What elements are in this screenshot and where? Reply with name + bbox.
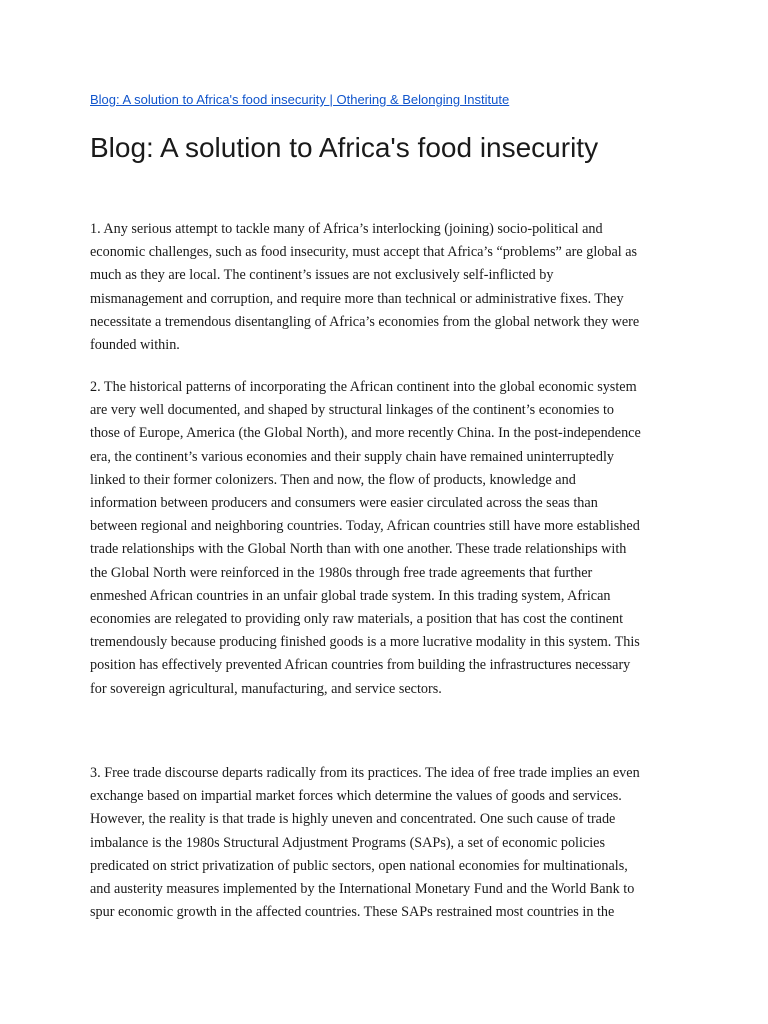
paragraph-line: and austerity measures implemented by the International Monetary Fund and the World Bank to — [90, 881, 635, 898]
paragraph-3 — [90, 762, 690, 924]
paragraph-line: much as they are local. The continent’s issues are not exclusively self-inflicted by — [90, 267, 554, 284]
paragraph-line: imbalance is the 1980s Structural Adjustment Programs (SAPs), a set of economic policies — [90, 834, 605, 851]
paragraph-line: 1. Any serious attempt to tackle many of Africa’s interlocking (joining) socio-political and — [90, 221, 603, 237]
paragraph-line: era, the continent’s various economies and their supply chain have remained uninterruptedly — [90, 448, 614, 465]
paragraph-line: for sovereign agricultural, manufacturing, and service sectors. — [90, 680, 442, 697]
paragraph-line: predicated on strict privatization of public sectors, open national economies for multinationals, — [90, 857, 628, 874]
paragraph-1 — [90, 218, 690, 357]
paragraph-line: mismanagement and corruption, and require more than technical or administrative fixes. They — [90, 290, 624, 307]
paragraph-2 — [90, 376, 690, 701]
paragraph-line: linked to their former colonizers. Then and now, the flow of products, knowledge and — [90, 471, 576, 488]
paragraph-line: However, the reality is that trade is highly uneven and concentrated. One such cause of trade — [90, 811, 616, 828]
paragraph-line: position has effectively prevented African countries from building the infrastructures necessary — [90, 657, 631, 674]
paragraph-line: the Global North were reinforced in the 1980s through free trade agreements that further — [90, 564, 593, 581]
source-link[interactable]: Blog: A solution to Africa's food insecurity | Othering & Belonging Institute — [90, 92, 510, 107]
paragraph-line: those of Europe, America (the Global North), and more recently China. In the post-independence — [90, 425, 641, 442]
paragraph-line: economic challenges, such as food insecurity, must accept that Africa’s “problems” are global as — [90, 244, 638, 261]
paragraph-line: enmeshed African countries in an unfair global trade system. In this trading system, African — [90, 587, 611, 604]
paragraph-line: information between producers and consumers were easier circulated across the seas than — [90, 495, 598, 512]
paragraph-line: 3. Free trade discourse departs radically from its practices. The idea of free trade implies an even — [90, 765, 640, 781]
paragraph-line: 2. The historical patterns of incorporating the African continent into the global economic system — [90, 379, 637, 395]
paragraph-line: founded within. — [90, 337, 180, 354]
page-title: Blog: A solution to Africa's food insecurity — [90, 132, 599, 163]
paragraph-line: are very well documented, and shaped by structural linkages of the continent’s economies to — [90, 402, 614, 419]
paragraph-line: necessitate a tremendous disentangling of Africa’s economies from the global network they were — [90, 313, 640, 330]
paragraph-line: trade relationships with the Global North than with one another. These trade relationships with — [90, 541, 627, 558]
paragraph-line: between regional and neighboring countries. Today, African countries still have more established — [90, 518, 640, 535]
paragraph-line: economies are relegated to providing only raw materials, a position that has cost the continent — [90, 611, 624, 628]
paragraph-line: tremendously because producing finished goods is a more lucrative modality in this system. This — [90, 634, 640, 651]
paragraph-line: exchange based on impartial market forces which determine the values of goods and services. — [90, 788, 622, 805]
paragraph-line: spur economic growth in the affected countries. These SAPs restrained most countries in the — [90, 904, 615, 921]
